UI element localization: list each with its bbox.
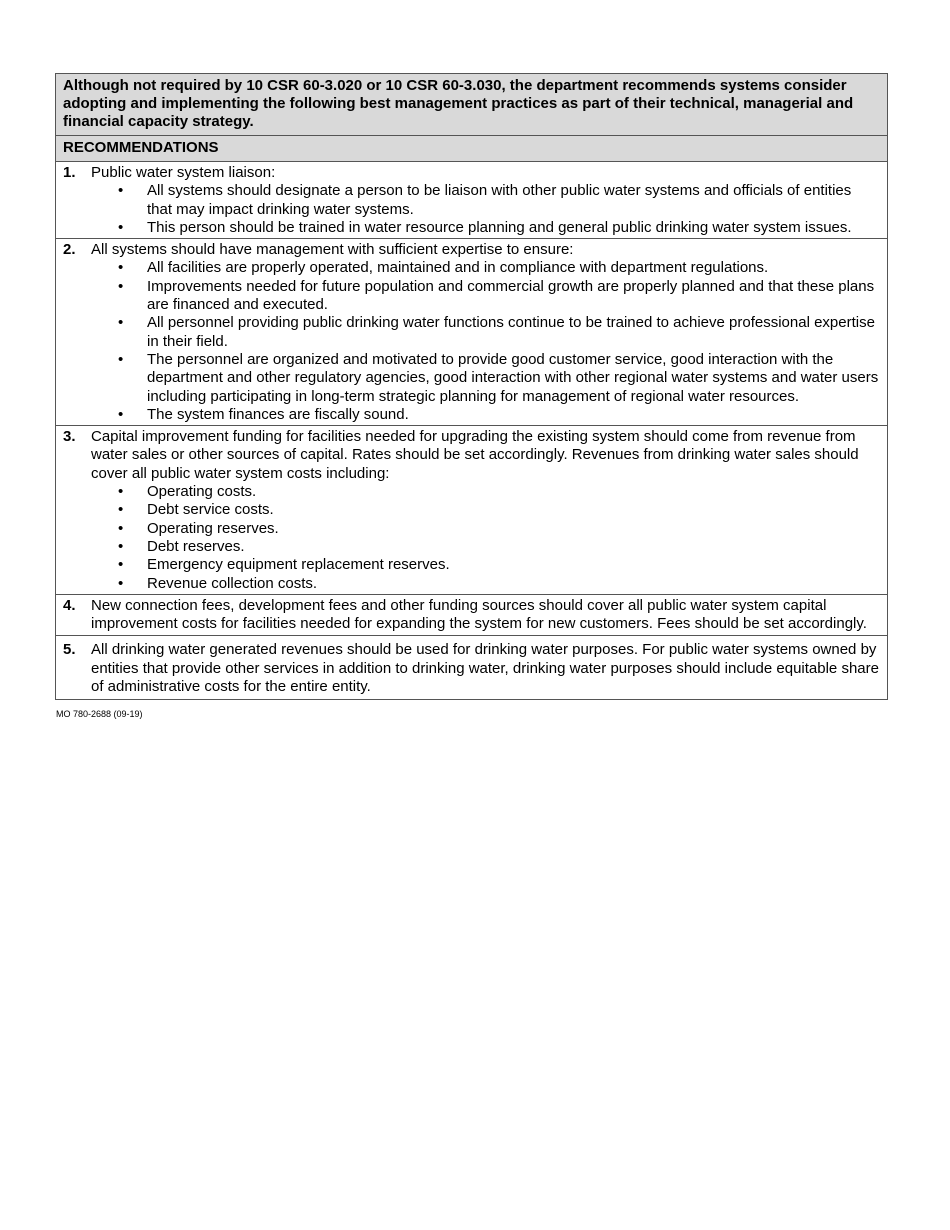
recommendations-table bbox=[55, 73, 888, 700]
bullet-list bbox=[91, 483, 879, 593]
recommendation-text: New connection fees, development fees and other funding sources should cover all public water system capital improvement costs for facilities needed for expanding the system for new customers. Fees should be set accordingly. bbox=[91, 596, 867, 633]
recommendation-number: 2. bbox=[63, 241, 76, 259]
recommendation-number: 3. bbox=[63, 428, 76, 446]
bullet-item: • Debt service costs. bbox=[147, 501, 879, 519]
recommendation-number: 4. bbox=[63, 596, 76, 614]
intro-statement: Although not required by 10 CSR 60-3.020 or 10 CSR 60-3.030, the department recommends systems consider adopting and implementing the following best management practices as part of their technical, managerial and financial capacity strategy. bbox=[56, 74, 887, 136]
recommendation-text: Public water system liaison: bbox=[91, 164, 276, 181]
recommendation-row-4 bbox=[56, 595, 887, 637]
recommendation-row-1 bbox=[56, 162, 887, 239]
recommendation-row-3 bbox=[56, 426, 887, 595]
recommendation-number: 1. bbox=[63, 164, 76, 181]
bullet-list bbox=[91, 259, 879, 424]
bullet-item: • Operating reserves. bbox=[147, 520, 879, 538]
bullet-item: • All facilities are properly operated, maintained and in compliance with department regulations. bbox=[147, 259, 879, 277]
bullet-item: • Revenue collection costs. bbox=[147, 575, 879, 593]
bullet-item: • All personnel providing public drinking water functions continue to be trained to achieve professional expertise in their field. bbox=[147, 314, 879, 351]
bullet-item: • The system finances are fiscally sound. bbox=[147, 406, 879, 424]
recommendation-row-5 bbox=[56, 636, 887, 699]
recommendation-number: 5. bbox=[63, 641, 76, 659]
bullet-item: • Debt reserves. bbox=[147, 538, 879, 556]
recommendation-text: Capital improvement funding for facilities needed for upgrading the existing system should come from revenue from water sales or other sources of capital. Rates should be set accordingly. Revenues from drinking water sales should cover all public water system costs including: bbox=[91, 428, 859, 482]
bullet-list bbox=[91, 182, 879, 237]
bullet-item: • Operating costs. bbox=[147, 483, 879, 501]
bullet-item: • This person should be trained in water resource planning and general public drinking water system issues. bbox=[147, 219, 879, 237]
bullet-item: • Emergency equipment replacement reserves. bbox=[147, 556, 879, 574]
recommendation-text: All systems should have management with sufficient expertise to ensure: bbox=[91, 241, 574, 259]
form-number: MO 780-2688 (09-19) bbox=[56, 709, 143, 719]
section-title: RECOMMENDATIONS bbox=[56, 136, 887, 162]
recommendation-row-2 bbox=[56, 239, 887, 426]
bullet-item: • All systems should designate a person to be liaison with other public water systems and officials of entities that may impact drinking water systems. bbox=[147, 182, 879, 219]
recommendation-text: All drinking water generated revenues should be used for drinking water purposes. For public water systems owned by entities that provide other services in addition to drinking water, drinking water purposes should include equitable share of administrative costs for the entire entity. bbox=[91, 641, 879, 696]
bullet-item: • Improvements needed for future population and commercial growth are properly planned and that these plans are financed and executed. bbox=[147, 278, 879, 315]
bullet-item: • The personnel are organized and motivated to provide good customer service, good interaction with the department and other regulatory agencies, good interaction with other regional water systems and water users including participating in long-term strategic planning for management of regional water resources. bbox=[147, 351, 879, 406]
